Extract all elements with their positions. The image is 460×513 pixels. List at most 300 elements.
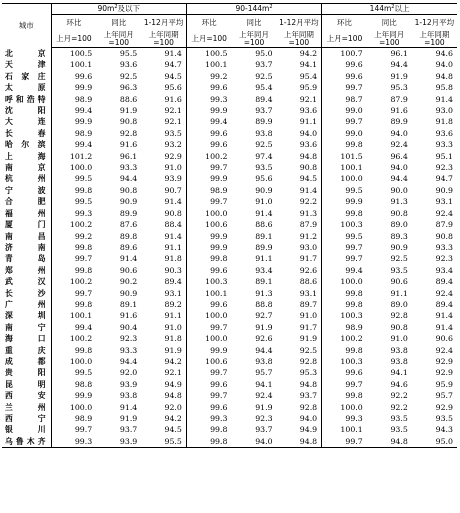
- index-value: 90.9: [119, 197, 138, 207]
- index-value: 93.1: [299, 288, 318, 298]
- index-value: 99.7: [74, 254, 93, 264]
- index-value: 92.5: [255, 140, 273, 150]
- index-value: 91.9: [255, 402, 273, 412]
- index-value: 94.9: [164, 379, 182, 389]
- index-value: 98.9: [74, 414, 93, 423]
- index-value: 93.6: [299, 106, 318, 116]
- index-value: 89.1: [255, 277, 273, 287]
- index-value: 99.8: [322, 288, 367, 299]
- index-value: 92.5: [299, 345, 318, 355]
- subcolumn-header: 同比: [246, 18, 262, 27]
- index-value: 91.6: [119, 311, 138, 321]
- index-value: 99.3: [186, 94, 231, 105]
- index-value: 99.5: [74, 174, 93, 184]
- index-value: 99.5: [74, 368, 93, 378]
- city-name: 昆明: [2, 379, 51, 390]
- index-value: 99.3: [322, 413, 367, 424]
- index-value: 91.3: [390, 197, 408, 207]
- index-value: 90.6: [390, 277, 408, 287]
- index-value: 99.7: [186, 367, 231, 378]
- index-value: 99.7: [74, 425, 93, 435]
- index-value: 91.0: [255, 197, 273, 207]
- table-row: [2, 242, 457, 253]
- index-value: 90.6: [119, 265, 138, 275]
- city-name: 西宁: [2, 413, 51, 424]
- index-value: 91.4: [435, 322, 453, 332]
- table-row: [2, 276, 457, 287]
- index-value: 99.8: [74, 242, 93, 252]
- index-value: 99.5: [322, 231, 367, 242]
- table-row: [2, 82, 457, 93]
- index-value: 90.8: [164, 208, 182, 218]
- index-value: 100.3: [186, 276, 231, 287]
- index-value: 91.9: [119, 414, 138, 423]
- index-value: 99.2: [186, 71, 231, 82]
- index-value: 100.0: [186, 333, 231, 344]
- index-value: 100.1: [322, 162, 367, 173]
- index-value: 92.8: [390, 311, 408, 321]
- index-value: 92.4: [390, 140, 408, 150]
- index-value: 89.1: [119, 299, 138, 309]
- table-row: [2, 185, 457, 196]
- index-value: 99.7: [322, 242, 367, 253]
- index-value: 98.9: [74, 128, 93, 138]
- table-row: [2, 116, 457, 127]
- index-value: 99.9: [74, 83, 93, 93]
- index-value: 94.4: [119, 174, 138, 184]
- index-value: 91.6: [164, 94, 182, 104]
- index-value: 94.5: [164, 425, 182, 435]
- index-value: 100.2: [69, 334, 93, 344]
- index-value: 93.3: [435, 242, 453, 252]
- city-name: 武汉: [2, 276, 51, 287]
- table-row: [2, 128, 457, 139]
- city-name: 广州: [2, 299, 51, 310]
- index-value: 93.1: [164, 288, 182, 298]
- index-value: 99.8: [186, 253, 231, 264]
- index-value: 89.1: [255, 231, 273, 241]
- index-value: 99.4: [322, 265, 367, 276]
- index-value: 92.9: [435, 356, 453, 366]
- index-value: 94.9: [299, 425, 318, 435]
- index-value: 93.8: [119, 391, 138, 401]
- city-name: 南京: [2, 162, 51, 173]
- city-name: 天津: [2, 59, 51, 70]
- subcolumn-header-row: [2, 15, 457, 32]
- index-value: 98.9: [322, 322, 367, 333]
- index-value: 94.5: [299, 174, 318, 184]
- city-name: 深圳: [2, 310, 51, 321]
- index-value: 99.7: [186, 322, 231, 333]
- table-row: [2, 322, 457, 333]
- index-value: 99.7: [322, 436, 367, 448]
- index-value: 94.4: [390, 60, 408, 70]
- city-name: 宁波: [2, 185, 51, 196]
- city-name: 太原: [2, 82, 51, 93]
- index-value: 100.0: [322, 402, 367, 413]
- index-value: 87.9: [390, 94, 408, 104]
- city-name: 呼和浩特: [2, 94, 51, 105]
- city-name: 贵阳: [2, 367, 51, 378]
- index-value: 99.7: [186, 196, 231, 207]
- index-value: 87.9: [299, 220, 318, 230]
- index-value: 93.5: [164, 128, 182, 138]
- index-value: 99.6: [322, 59, 367, 70]
- table-row: [2, 59, 457, 70]
- index-value: 99.0: [322, 128, 367, 139]
- index-value: 94.2: [299, 49, 318, 58]
- table-row: [2, 151, 457, 162]
- index-value: 89.9: [119, 208, 138, 218]
- index-value: 101.2: [69, 151, 93, 161]
- index-value: 99.3: [51, 436, 96, 448]
- index-value: 100.2: [69, 277, 93, 287]
- index-value: 92.5: [255, 71, 273, 81]
- table-row: [2, 231, 457, 242]
- table-row: [2, 333, 457, 344]
- index-value: 94.0: [390, 163, 408, 173]
- index-value: 89.4: [255, 94, 273, 104]
- index-value: 90.3: [164, 265, 182, 275]
- index-value: 100.0: [322, 173, 367, 184]
- index-value: 99.8: [74, 299, 93, 309]
- index-value: 94.8: [435, 71, 453, 81]
- table-row: [2, 356, 457, 367]
- index-value: 100.1: [322, 424, 367, 435]
- base-header: 上年同期=100: [277, 31, 322, 48]
- table-row: [2, 265, 457, 276]
- index-value: 94.1: [255, 379, 273, 389]
- index-value: 92.8: [119, 128, 138, 138]
- city-name: 重庆: [2, 345, 51, 356]
- index-value: 93.6: [299, 140, 318, 150]
- index-value: 91.7: [299, 254, 318, 264]
- index-value: 99.6: [186, 82, 231, 93]
- table-row: [2, 367, 457, 378]
- index-value: 99.3: [74, 208, 93, 218]
- index-value: 99.7: [74, 288, 93, 298]
- table-row: [2, 379, 457, 390]
- index-value: 91.4: [164, 197, 182, 207]
- index-value: 95.1: [435, 151, 453, 161]
- index-value: 100.3: [322, 310, 367, 321]
- table-row: [2, 288, 457, 299]
- index-value: 96.1: [390, 49, 408, 58]
- index-value: 93.4: [435, 265, 453, 275]
- index-value: 93.9: [164, 174, 182, 184]
- subcolumn-header: 环比: [66, 18, 82, 27]
- index-value: 93.3: [435, 140, 453, 150]
- index-value: 91.4: [164, 49, 182, 58]
- index-value: 99.7: [322, 116, 367, 127]
- index-value: 99.9: [186, 242, 231, 253]
- index-value: 93.3: [119, 345, 138, 355]
- city-name: 沈阳: [2, 105, 51, 116]
- index-value: 99.8: [322, 345, 367, 356]
- index-value: 99.4: [74, 322, 93, 332]
- city-name: 乌鲁木齐: [2, 436, 51, 448]
- index-value: 95.3: [299, 368, 318, 378]
- city-name: 厦门: [2, 219, 51, 230]
- index-value: 94.5: [164, 71, 182, 81]
- index-value: 91.0: [164, 163, 182, 173]
- index-value: 99.9: [74, 391, 93, 401]
- index-value: 92.5: [390, 254, 408, 264]
- city-name: 长春: [2, 128, 51, 139]
- index-value: 99.8: [74, 345, 93, 355]
- index-value: 97.4: [255, 151, 273, 161]
- index-value: 92.9: [164, 151, 182, 161]
- index-value: 92.1: [299, 94, 318, 104]
- index-value: 93.5: [390, 414, 408, 423]
- index-value: 89.3: [390, 231, 408, 241]
- index-value: 100.6: [186, 356, 231, 367]
- index-value: 90.8: [435, 231, 453, 241]
- index-value: 92.9: [435, 402, 453, 412]
- index-value: 95.5: [141, 436, 186, 448]
- index-value: 89.2: [164, 299, 182, 309]
- index-value: 90.8: [390, 322, 408, 332]
- index-value: 100.7: [322, 48, 367, 60]
- index-value: 93.7: [255, 60, 273, 70]
- index-value: 89.9: [255, 242, 273, 252]
- table-row: [2, 71, 457, 82]
- subcolumn-header: 同比: [111, 18, 127, 27]
- city-name: 郑州: [2, 265, 51, 276]
- index-value: 91.1: [299, 117, 318, 127]
- index-value: 93.6: [435, 128, 453, 138]
- index-value: 93.5: [390, 425, 408, 435]
- base-header: 上月=100: [186, 31, 231, 48]
- index-value: 98.9: [74, 94, 93, 104]
- index-value: 93.3: [119, 163, 138, 173]
- index-value: 95.4: [255, 83, 273, 93]
- base-header: 上年同月=100: [231, 31, 276, 48]
- index-value: 89.4: [164, 277, 182, 287]
- index-value: 90.7: [164, 185, 182, 195]
- index-value: 91.2: [299, 231, 318, 241]
- index-value: 93.6: [119, 60, 138, 70]
- index-value: 99.8: [186, 424, 231, 435]
- index-value: 100.2: [69, 220, 93, 230]
- index-value: 95.0: [412, 436, 457, 448]
- index-value: 89.7: [299, 299, 318, 309]
- index-value: 99.6: [186, 265, 231, 276]
- index-value: 90.8: [299, 163, 318, 173]
- index-value: 100.0: [186, 310, 231, 321]
- city-name: 石家庄: [2, 71, 51, 82]
- index-value: 92.4: [435, 208, 453, 218]
- table-row: [2, 105, 457, 116]
- index-value: 91.9: [390, 71, 408, 81]
- group-header-medium: $90-144m^2$: [186, 4, 321, 15]
- index-value: 94.4: [119, 356, 138, 366]
- index-value: 93.8: [255, 356, 273, 366]
- index-value: 94.4: [255, 345, 273, 355]
- index-value: 99.7: [186, 390, 231, 401]
- table-row: [2, 219, 457, 230]
- subcolumn-header: 环比: [186, 15, 231, 32]
- index-value: 91.1: [390, 288, 408, 298]
- index-value: 94.8: [164, 391, 182, 401]
- table-row: [2, 424, 457, 435]
- index-value: 95.9: [299, 83, 318, 93]
- index-value: 91.0: [164, 322, 182, 332]
- index-value: 92.1: [164, 106, 182, 116]
- index-value: 95.7: [435, 391, 453, 401]
- index-value: 88.8: [255, 299, 273, 309]
- city-name: 合肥: [2, 196, 51, 207]
- subcolumn-header: 1-12月平均: [143, 18, 184, 27]
- index-value: 89.9: [255, 117, 273, 127]
- index-value: 94.4: [390, 174, 408, 184]
- index-value: 100.0: [69, 356, 93, 366]
- price-index-table: [2, 3, 457, 448]
- index-value: 94.1: [390, 368, 408, 378]
- index-value: 90.6: [435, 334, 453, 344]
- index-value: 93.8: [390, 345, 408, 355]
- index-value: 94.8: [277, 436, 322, 448]
- index-value: 94.8: [299, 151, 318, 161]
- index-value: 91.4: [164, 231, 182, 241]
- index-value: 96.1: [119, 151, 138, 161]
- index-value: 99.9: [74, 117, 93, 127]
- city-name: 北京: [2, 48, 51, 60]
- index-value: 95.7: [255, 368, 273, 378]
- index-value: 93.4: [255, 265, 273, 275]
- index-value: 99.4: [186, 116, 231, 127]
- index-value: 99.8: [322, 208, 367, 219]
- index-value: 95.8: [435, 83, 453, 93]
- index-value: 89.8: [119, 231, 138, 241]
- index-value: 91.4: [119, 254, 138, 264]
- index-value: 94.6: [435, 49, 453, 58]
- index-value: 100.1: [69, 311, 93, 321]
- index-value: 96.4: [390, 151, 408, 161]
- index-value: 92.1: [164, 368, 182, 378]
- index-value: 98.7: [322, 94, 367, 105]
- index-value: 93.7: [119, 425, 138, 435]
- index-value: 99.6: [186, 379, 231, 390]
- city-name: 青岛: [2, 253, 51, 264]
- index-value: 91.3: [299, 208, 318, 218]
- index-value: 92.8: [299, 356, 318, 366]
- index-value: 99.2: [74, 231, 93, 241]
- index-value: 94.6: [390, 379, 408, 389]
- city-name: 成都: [2, 356, 51, 367]
- index-value: 99.7: [322, 82, 367, 93]
- index-value: 94.0: [390, 128, 408, 138]
- table-row: [2, 208, 457, 219]
- table-row: [2, 173, 457, 184]
- index-value: 100.2: [186, 151, 231, 162]
- index-value: 92.3: [435, 163, 453, 173]
- index-value: 91.1: [164, 242, 182, 252]
- base-header: 上月=100: [51, 31, 96, 48]
- index-value: 99.0: [322, 105, 367, 116]
- table-row: [2, 413, 457, 424]
- index-value: 90.2: [119, 277, 138, 287]
- index-value: 99.8: [74, 265, 93, 275]
- base-header: 上年同期=100: [412, 31, 457, 48]
- index-value: 91.4: [299, 185, 318, 195]
- index-value: 90.4: [119, 322, 138, 332]
- index-value: 99.4: [74, 106, 93, 116]
- index-value: 100.6: [186, 219, 231, 230]
- base-header: 上年同期=100: [141, 31, 186, 48]
- index-value: 100.1: [186, 59, 231, 70]
- index-value: 99.9: [186, 105, 231, 116]
- index-value: 99.4: [74, 140, 93, 150]
- index-value: 88.4: [164, 220, 182, 230]
- city-name: 杭州: [2, 173, 51, 184]
- index-value: 93.2: [164, 140, 182, 150]
- index-value: 89.6: [119, 242, 138, 252]
- city-name: 南宁: [2, 322, 51, 333]
- index-value: 92.3: [435, 254, 453, 264]
- table-row: [2, 436, 457, 448]
- base-header: 上年同月=100: [96, 31, 141, 48]
- index-value: 99.3: [186, 413, 231, 424]
- index-value: 99.6: [322, 367, 367, 378]
- base-header: 上月=100: [322, 31, 367, 48]
- table-row: [2, 345, 457, 356]
- index-value: 93.5: [435, 414, 453, 423]
- index-value: 91.9: [164, 345, 182, 355]
- index-value: 99.6: [186, 128, 231, 139]
- index-value: 91.4: [435, 94, 453, 104]
- index-value: 100.2: [322, 333, 367, 344]
- index-value: 89.0: [390, 220, 408, 230]
- index-value: 91.0: [299, 311, 318, 321]
- index-value: 90.9: [435, 185, 453, 195]
- index-value: 100.1: [69, 60, 93, 70]
- index-value: 88.6: [255, 220, 273, 230]
- index-value: 92.8: [299, 402, 318, 412]
- index-value: 99.6: [186, 402, 231, 413]
- city-name: 银川: [2, 424, 51, 435]
- index-value: 92.4: [435, 345, 453, 355]
- index-value: 94.0: [299, 414, 318, 423]
- table-body: [2, 48, 457, 448]
- index-value: 95.6: [255, 174, 273, 184]
- index-value: 92.5: [119, 71, 138, 81]
- index-value: 94.0: [435, 60, 453, 70]
- city-name: 长沙: [2, 288, 51, 299]
- group-header-small: $90m^2$及以下: [51, 4, 186, 15]
- index-value: 92.6: [299, 265, 318, 275]
- index-value: 100.1: [186, 288, 231, 299]
- index-value: 91.0: [390, 334, 408, 344]
- index-value: 89.0: [390, 299, 408, 309]
- index-value: 94.8: [299, 379, 318, 389]
- index-value: 88.6: [119, 94, 138, 104]
- index-value: 93.9: [119, 379, 138, 389]
- index-value: 99.9: [186, 231, 231, 242]
- index-value: 92.2: [390, 391, 408, 401]
- index-value: 92.4: [255, 391, 273, 401]
- index-value: 99.8: [322, 139, 367, 150]
- index-value: 90.9: [390, 242, 408, 252]
- table-row: [2, 310, 457, 321]
- index-value: 94.7: [164, 60, 182, 70]
- index-value: 94.3: [435, 425, 453, 435]
- index-value: 99.5: [74, 197, 93, 207]
- index-value: 100.0: [322, 276, 367, 287]
- index-value: 91.4: [435, 311, 453, 321]
- index-value: 91.3: [255, 288, 273, 298]
- index-value: 93.9: [96, 436, 141, 448]
